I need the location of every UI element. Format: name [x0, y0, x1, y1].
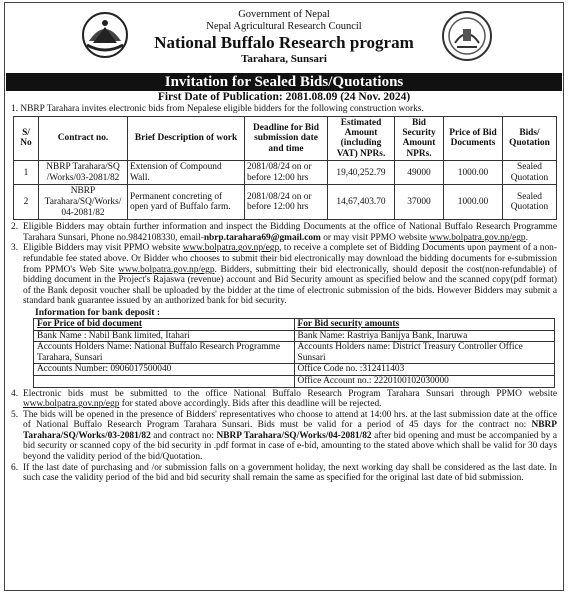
- paragraph-number: 5.: [11, 409, 19, 420]
- paragraph-number: 6.: [11, 462, 19, 473]
- bank-cell: Accounts Holders name: District Treasury Controller Office Sunsari: [294, 342, 555, 364]
- cell-description: Extension of Compound Wall.: [128, 161, 245, 185]
- notice-page: [4, 2, 564, 591]
- cell-bid-security: 49000: [395, 161, 444, 185]
- bank-col-bid-security: For Bid security amounts: [294, 318, 555, 330]
- narc-logo-icon: [441, 9, 493, 63]
- invitation-banner: Invitation for Sealed Bids/Quotations: [6, 73, 562, 91]
- table-row: [14, 185, 557, 220]
- ppmo-link[interactable]: www.bolpatra.gov.np/egp: [23, 399, 120, 410]
- bank-deposit-table: [33, 318, 555, 388]
- cell-price: 1000.00: [444, 185, 503, 220]
- bank-cell: Office Code no. :312411403: [294, 364, 555, 376]
- nepal-emblem-icon: [81, 11, 129, 59]
- bank-cell: Office Account no.: 2220100102030000: [294, 375, 555, 387]
- bank-deposit-heading: Information for bank deposit :: [35, 306, 161, 318]
- bank-cell: Accounts Number: 0906017500040: [34, 364, 295, 376]
- cell-deadline: 2081/08/24 on or before 12:00 hrs: [245, 185, 328, 220]
- col-header-estimated-amount: Estimated Amount (including VAT) NPRs.: [328, 116, 395, 161]
- col-header-sno: S/ No: [14, 116, 39, 161]
- organization-location: Tarahara, Sunsari: [241, 53, 327, 65]
- paragraph-6: 6. If the last date of purchasing and /or submission falls on a government holiday, the next working day shall be considered as the last date. In such case the validity period of the bid and bid security shall remain the same as specified for the original last date of bid submission.: [11, 462, 557, 484]
- bank-cell: Bank Name: Rastriya Banijya Bank, Inaruwa: [294, 330, 555, 342]
- ppmo-link[interactable]: www.bolpatra.gov.np/egp: [118, 264, 215, 275]
- paragraph-5: 5. The bids will be opened in the presence of Bidders' representatives who choose to attend at 14:00 hrs. at the last submission date at the office of National Buffalo Research Program Tarahara Sunsari. Bids must be valid for a period of 45 days for the contract no: NBRP Tarahara/SQ/Works/03-2081/82 and contract no: NBRP Tarahara/SQ/Works/04-2081/82 after bid opening and must be accompanied by a bid security or scanned copy of the bid security in .pdf format in case of e-bid, amounting to the stated above which shall be valid for 30 days beyond the validity period of the bid/Quotation.: [11, 409, 557, 463]
- paragraph-2: 2. Eligible Bidders may obtain further information and inspect the Bidding Documents at the office of National Buffalo Research Programme Tarahara Sunsari, Phone no.9842108330, email-nbrp.tarahara69@gmail.com or may visit PPMO website www.bolpatra.gov.np/egp.: [11, 222, 557, 243]
- col-header-bid-security: Bid Security Amount NPRs.: [395, 116, 444, 161]
- bank-col-bid-document: For Price of bid document: [34, 318, 295, 330]
- cell-estimated-amount: 19,40,252.79: [328, 161, 395, 185]
- table-row: [34, 330, 555, 342]
- cell-bids-quotation: Sealed Quotation: [503, 185, 557, 220]
- cell-contract: NBRP Tarahara/SQ /Works/03-2081/82: [39, 161, 128, 185]
- bank-cell: Accounts Holders Name: National Buffalo Research Programme Tarahara, Sunsari: [34, 342, 295, 364]
- col-header-bids-quotation: Bids/ Quotation: [503, 116, 557, 161]
- col-header-contract: Contract no.: [39, 116, 128, 161]
- paragraph-number: 3.: [11, 243, 19, 254]
- col-header-price: Price of Bid Documents: [444, 116, 503, 161]
- government-line: Government of Nepal: [238, 9, 330, 20]
- table-row: [34, 364, 555, 376]
- bank-cell: Bank Name : Nabil Bank limited, Itahari: [34, 330, 295, 342]
- cell-estimated-amount: 14,67,403.70: [328, 185, 395, 220]
- cell-bid-security: 37000: [395, 185, 444, 220]
- col-header-description: Brief Description of work: [128, 116, 245, 161]
- cell-description: Permanent concreting of open yard of Buffalo farm.: [128, 185, 245, 220]
- email-address: nbrp.tarahara69@gmail.com: [203, 232, 321, 243]
- bids-table-header-row: [14, 116, 557, 161]
- table-row: [34, 375, 555, 387]
- bank-cell: [34, 375, 295, 387]
- paragraph-number: 4.: [11, 388, 19, 399]
- cell-sno: 2: [14, 185, 39, 220]
- ppmo-link[interactable]: www.bolpatra.gov.np/egp: [182, 243, 280, 254]
- table-row: [14, 161, 557, 185]
- cell-contract: NBRP Tarahara/SQ/Works/ 04-2081/82: [39, 185, 128, 220]
- cell-sno: 1: [14, 161, 39, 185]
- council-line: Nepal Agricultural Research Council: [206, 21, 362, 32]
- bids-table: [13, 116, 557, 221]
- contract-number: NBRP Tarahara/SQ/Works/04-2081/82: [216, 430, 372, 441]
- col-header-deadline: Deadline for Bid submission date and time: [245, 116, 328, 161]
- table-row: [34, 342, 555, 364]
- paragraph-number: 2.: [11, 222, 19, 233]
- contract-number: NBRP Tarahara/SQ/Works/03-2081/82: [23, 420, 557, 441]
- notice-header: [5, 3, 563, 73]
- cell-deadline: 2081/08/24 on or before 12:00 hrs: [245, 161, 328, 185]
- bank-table-header-row: [34, 318, 555, 330]
- ppmo-link[interactable]: www.bolpatra.gov.np/egp: [429, 232, 526, 243]
- publication-date: First Date of Publication: 2081.08.09 (24 Nov. 2024): [157, 91, 411, 103]
- organization-title: National Buffalo Research program: [154, 33, 414, 52]
- paragraph-4: 4. Electronic bids must be submitted to the office National Buffalo Research Program Tarahara Sunsari through PPMO website www.bolpatra.gov.np/egp for stated above accordingly. Bids after this deadline will be rejected.: [11, 388, 557, 410]
- paragraph-1: 1. NBRP Tarahara invites electronic bids from Nepalese eligible bidders for the following construction works.: [11, 104, 424, 114]
- paragraph-3: 3. Eligible Bidders may visit PPMO website www.bolpatra.gov.np/egp, to receive a complete set of Bidding Documents upon payment of a non-refundable fee stated above. Or Bidder who chooses to submit their bid electronically may download the bidding documents for e-submission from PPMO's Web Site www.bolpatra.gov.np/egp. Bidders, submitting their bid electronically, should deposit the cost(non-refundable) of bidding document in the Project's Rajaswa (revenue) account and Bid Security amount as specified below and the scanned copy(pdf format) of the Bank deposit voucher shall be uploaded by the bidder at the time of electronic submission of the bids. However Bidders may submit a standard bank guarantee issued by an authorized bank for bid security.: [11, 243, 557, 307]
- cell-price: 1000.00: [444, 161, 503, 185]
- cell-bids-quotation: Sealed Quotation: [503, 161, 557, 185]
